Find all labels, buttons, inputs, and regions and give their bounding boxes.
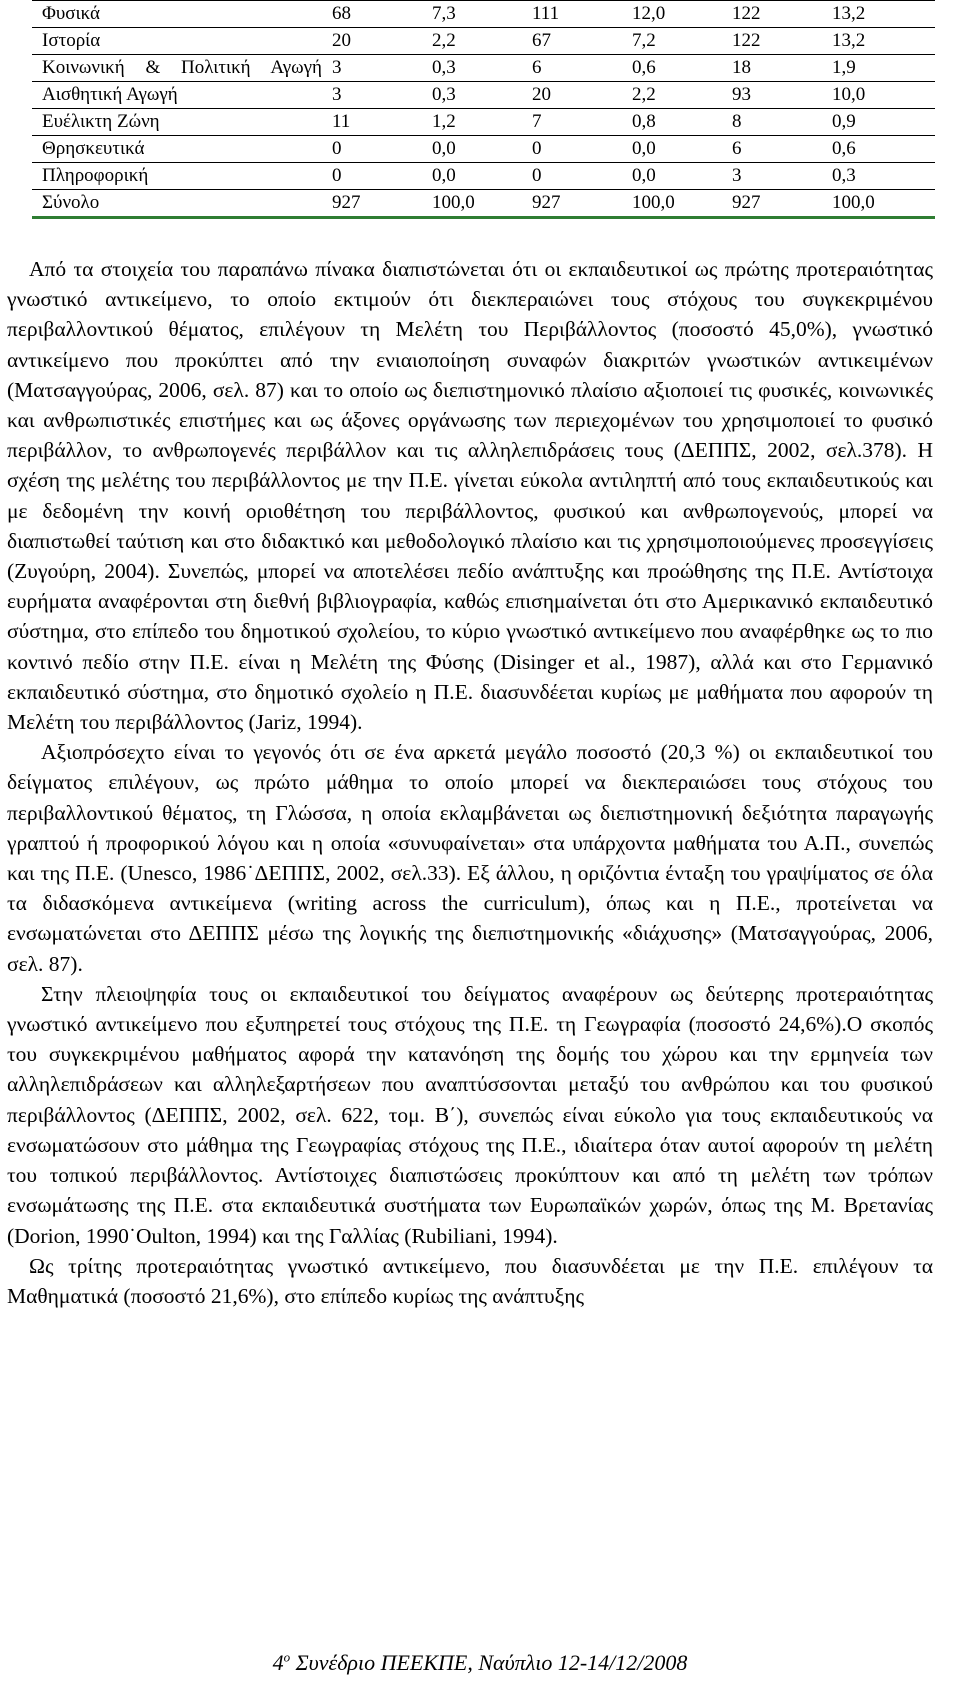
table-cell-value: 6 [532,57,542,78]
table-cell-value: 0,0 [432,165,456,186]
table-cell-value: 111 [532,3,560,24]
table-cell-value: 3 [332,84,342,105]
table-row [32,163,935,190]
body-text [7,254,933,1311]
table-cell-value: 122 [732,3,761,24]
table-row [32,28,935,55]
table-cell-subject: Αισθητική Αγωγή [42,84,178,105]
table-cell-value: 93 [732,84,751,105]
table-cell-value: 20 [332,30,351,51]
table-cell-value: 2,2 [632,84,656,105]
table-cell-value: 100,0 [632,192,675,213]
table-cell-value: 0,0 [632,165,656,186]
table-cell-value: 0,3 [832,165,856,186]
table-cell-value: 0,3 [432,57,456,78]
footer-text: Συνέδριο ΠΕΕΚΠΕ, Ναύπλιο 12-14/12/2008 [290,1650,688,1675]
results-table-fragment [32,0,935,219]
paragraph-1: Από τα στοιχεία του παραπάνω πίνακα διαπιστώνεται ότι οι εκπαιδευτικοί ως πρώτης προτεραιότητας γνωστικό αντικείμενο, το οποίο εκτιμούν ότι διεκπεραιώνει τους στόχους του συγκεκριμένου περιβαλλοντικού θέματος, επιλέγουν τη Μελέτη του Περιβάλλοντος (ποσοστό 45,0%), γνωστικό αντικείμενο που προκύπτει από την ενιαιοποίηση συναφών διακριτών γνωστικών αντικειμένων (Ματσαγγούρας, 2006, σελ. 87) και το οποίο ως διεπιστημονικό πλαίσιο αξιοποιεί τις φυσικές, κοινωνικές και ανθρωπιστικές επιστήμες και ως άξονες οργάνωσης των περιεχομένων του χρησιμοποιεί το φυσικό περιβάλλον, το ανθρωπογενές περιβάλλον και τις αλληλεπιδράσεις τους (ΔΕΠΠΣ, 2002, σελ.378). Η σχέση της μελέτης του περιβάλλοντος με την Π.Ε. γίνεται εύκολα αντιληπτή από τους εκπαιδευτικούς και με δεδομένη την κοινή οριοθέτηση του περιβάλλοντος, φυσικού και ανθρωπογενούς, μπορεί να διαπιστωθεί ταύτιση και στο διδακτικό και μεθοδολογικό πλαίσιο και τις χρησιμοποιούμενες προσεγγίσεις (Ζυγούρη, 2004). Συνεπώς, μπορεί να αποτελέσει πεδίο ανάπτυξης και προώθησης της Π.Ε. Αντίστοιχα ευρήματα αναφέρονται στη διεθνή βιβλιογραφία, καθώς επισημαίνεται ότι στο Αμερικανικό εκπαιδευτικό σύστημα, στο επίπεδο του δημοτικού σχολείου, το κύριο γνωστικό αντικείμενο που αναφέρθηκε ως το πιο κοντινό πεδίο στην Π.Ε. είναι η Μελέτη της Φύσης (Disinger et al., 1987), αλλά και στο Γερμανικό εκπαιδευτικό σύστημα, στο δημοτικό σχολείο η Π.Ε. διασυνδέεται κυρίως με μαθήματα που αφορούν τη Μελέτη του περιβάλλοντος (Jariz, 1994). [7,257,933,735]
table-row [32,1,935,28]
table-cell-value: 927 [332,192,361,213]
table-cell-subject: Θρησκευτικά [42,138,145,159]
table-cell-value: 13,2 [832,3,866,24]
paragraph-3: Στην πλειοψηφία τους οι εκπαιδευτικοί του δείγματος αναφέρουν ως δεύτερης προτεραιότητας γνωστικό αντικείμενο που εξυπηρετεί τους στόχους της Π.Ε. τη Γεωγραφία (ποσοστό 24,6%).Ο σκοπός του συγκεκριμένου μαθήματος αφορά την κατανόηση της δομής του χώρου και την ερμηνεία των αλληλεπιδράσεων και αλληλεξαρτήσεων που αναπτύσσονται μεταξύ του ανθρώπου και του φυσικού περιβάλλοντος (ΔΕΠΠΣ, 2002, σελ. 622, τομ. Β΄), συνεπώς είναι εύκολο για τους εκπαιδευτικούς να ενσωματώσουν στο μάθημα της Γεωγραφίας στόχους της Π.Ε., ιδιαίτερα όταν αυτοί αφορούν τη μελέτη του τοπικού περιβάλλοντος. Αντίστοιχες διαπιστώσεις προκύπτουν και από τη μελέτη των τρόπων ενσωμάτωσης της Π.Ε. στα εκπαιδευτικά συστήματα των Ευρωπαϊκών χωρών, όπως της Μ. Βρετανίας (Dorion, 1990˙Oulton, 1994) και της Γαλλίας (Rubiliani, 1994). [7,981,933,1248]
table-cell-value: 0,6 [632,57,656,78]
table-row [32,82,935,109]
table-cell-subject: Κοινωνική & Πολιτική Αγωγή [42,57,322,78]
table-cell-value: 20 [532,84,551,105]
table-cell-subject: Πληροφορική [42,165,149,186]
table-cell-value: 122 [732,30,761,51]
table-cell-subject: Ιστορία [42,30,101,51]
table-cell-value: 7,2 [632,30,656,51]
table-cell-value: 10,0 [832,84,866,105]
table-cell-value: 927 [732,192,761,213]
table-cell-value: 7 [532,111,542,132]
table-row [32,55,935,82]
table-cell-value: 100,0 [432,192,475,213]
table-cell-value: 0,3 [432,84,456,105]
table-cell-value: 8 [732,111,742,132]
table-cell-value: 927 [532,192,561,213]
paragraph-4: Ως τρίτης προτεραιότητας γνωστικό αντικείμενο, που διασυνδέεται με την Π.Ε. επιλέγουν τα Μαθηματικά (ποσοστό 21,6%), στο επίπεδο κυρίως της ανάπτυξης [7,1253,933,1308]
paragraph-2: Αξιοπρόσεχτο είναι το γεγονός ότι σε ένα αρκετά μεγάλο ποσοστό (20,3 %) οι εκπαιδευτικοί του δείγματος επιλέγουν, ως πρώτο μάθημα το οποίο μπορεί να διεκπεραιώσει τους στόχους του περιβαλλοντικού θέματος, τη Γλώσσα, η οποία εκλαμβάνεται ως διεπιστημονική δεξιότητα παραγωγής γραπτού ή προφορικού λόγου και η οποία «συνυφαίνεται» στα υπάρχοντα μαθήματα του Α.Π., συνεπώς και της Π.Ε. (Unesco, 1986˙ΔΕΠΠΣ, 2002, σελ.33). Εξ άλλου, η οριζόντια ένταξη του γραψίματος σε όλα τα διδασκόμενα αντικείμενα (writing across the curriculum), όπως και η Π.Ε., προτείνεται να ενσωματώνεται στο ΔΕΠΠΣ μέσω της λογικής της διεπιστημονικής «διάχυσης» (Ματσαγγούρας, 2006, σελ. 87). [7,740,933,976]
page-footer [0,1650,960,1676]
table-cell-value: 0,0 [632,138,656,159]
table-cell-value: 67 [532,30,551,51]
table-cell-value: 1,2 [432,111,456,132]
results-table [32,0,935,219]
table-cell-value: 100,0 [832,192,875,213]
footer-ordinal: ο [283,1649,291,1665]
table-cell-value: 0,9 [832,111,856,132]
table-cell-value: 0,0 [432,138,456,159]
table-total-row [32,190,935,218]
table-cell-subject: Ευέλικτη Ζώνη [42,111,160,132]
table-cell-value: 3 [732,165,742,186]
table-cell-value: 12,0 [632,3,666,24]
table-cell-value: 6 [732,138,742,159]
table-cell-value: 7,3 [432,3,456,24]
table-cell-value: 3 [332,57,342,78]
table-cell-value: 0,6 [832,138,856,159]
table-cell-value: 68 [332,3,351,24]
table-cell-value: 11 [332,111,351,132]
footer-number: 4 [272,1650,284,1675]
table-row [32,136,935,163]
table-cell-value: 0,8 [632,111,656,132]
table-cell-value: 0 [332,165,342,186]
table-cell-value: 13,2 [832,30,866,51]
table-cell-value: 0 [532,165,542,186]
table-cell-value: 1,9 [832,57,856,78]
table-row [32,109,935,136]
table-cell-subject: Φυσικά [42,3,101,24]
table-cell-value: 0 [332,138,342,159]
table-cell-subject: Σύνολο [42,192,100,213]
table-cell-value: 18 [732,57,751,78]
table-body [32,1,935,218]
table-cell-value: 0 [532,138,542,159]
table-cell-value: 2,2 [432,30,456,51]
